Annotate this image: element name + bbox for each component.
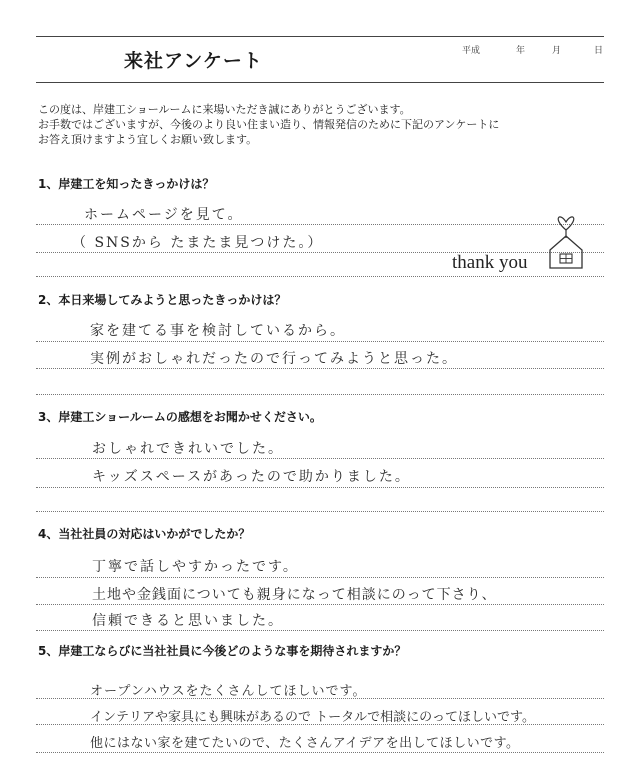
answer-3-2: キッズスペースがあったので助かりました。: [92, 469, 411, 485]
answer-line: [36, 224, 604, 225]
answer-4-1: 丁寧で話しやすかったです。: [92, 559, 299, 575]
date-era: 平成: [462, 46, 481, 56]
header-bottom-rule: [36, 82, 604, 83]
date-year: 年: [516, 46, 526, 56]
answer-5-2: インテリアや家具にも興味があるので トータルで相談にのってほしいです。: [90, 710, 535, 725]
answer-5-3: 他にはない家を建てたいので、たくさんアイデアを出してほしいです。: [90, 736, 520, 751]
house-heart-icon: [546, 208, 586, 272]
intro-line-2: お手数ではございますが、今後のより良い住まい造り、情報発信のために下記のアンケートに: [38, 118, 500, 131]
answer-line: [36, 341, 604, 342]
intro-line-3: お答え頂けますよう宜しくお願い致します。: [38, 133, 258, 146]
intro-line-1: この度は、岸建工ショールームに来場いただき誠にありがとうございます。: [38, 103, 411, 116]
answer-4-3: 信頼できると思いました。: [92, 613, 284, 629]
answer-1-2: （ SNSから たまたま見つけた。）: [72, 235, 324, 251]
answer-line: [36, 458, 604, 459]
answer-line: [36, 724, 604, 725]
answer-2-1: 家を建てる事を検討しているから。: [90, 323, 346, 339]
answer-line: [36, 577, 604, 578]
answer-3-1: おしゃれできれいでした。: [92, 441, 284, 457]
date-month: 月: [552, 46, 562, 56]
page-title: 来社アンケート: [124, 50, 263, 72]
answer-line: [36, 752, 604, 753]
thank-you-doodle-text: thank you: [452, 252, 528, 273]
answer-line: [36, 487, 604, 488]
date-day: 日: [594, 46, 604, 56]
answer-5-1: オープンハウスをたくさんしてほしいです。: [90, 684, 367, 699]
answer-line: [36, 276, 604, 277]
question-4-label: 4、当社社員の対応はいかがでしたか？: [38, 527, 251, 541]
answer-4-2: 土地や金銭面についても親身になって相談にのって下さり、: [92, 587, 497, 603]
answer-line: [36, 368, 604, 369]
answer-line: [36, 604, 604, 605]
answer-line: [36, 630, 604, 631]
question-1-label: 1、岸建工を知ったきっかけは？: [38, 177, 215, 191]
question-2-label: 2、本日来場してみようと思ったきっかけは？: [38, 293, 287, 307]
question-3-label: 3、岸建工ショールームの感想をお聞かせください。: [38, 410, 322, 424]
answer-line: [36, 698, 604, 699]
answer-2-2: 実例がおしゃれだったので行ってみようと思った。: [90, 351, 458, 367]
header-top-rule: [36, 36, 604, 37]
answer-line: [36, 511, 604, 512]
answer-line: [36, 394, 604, 395]
answer-1-1: ホームページを見て。: [84, 207, 244, 223]
question-5-label: 5、岸建工ならびに当社社員に今後どのような事を期待されますか？: [38, 644, 407, 658]
